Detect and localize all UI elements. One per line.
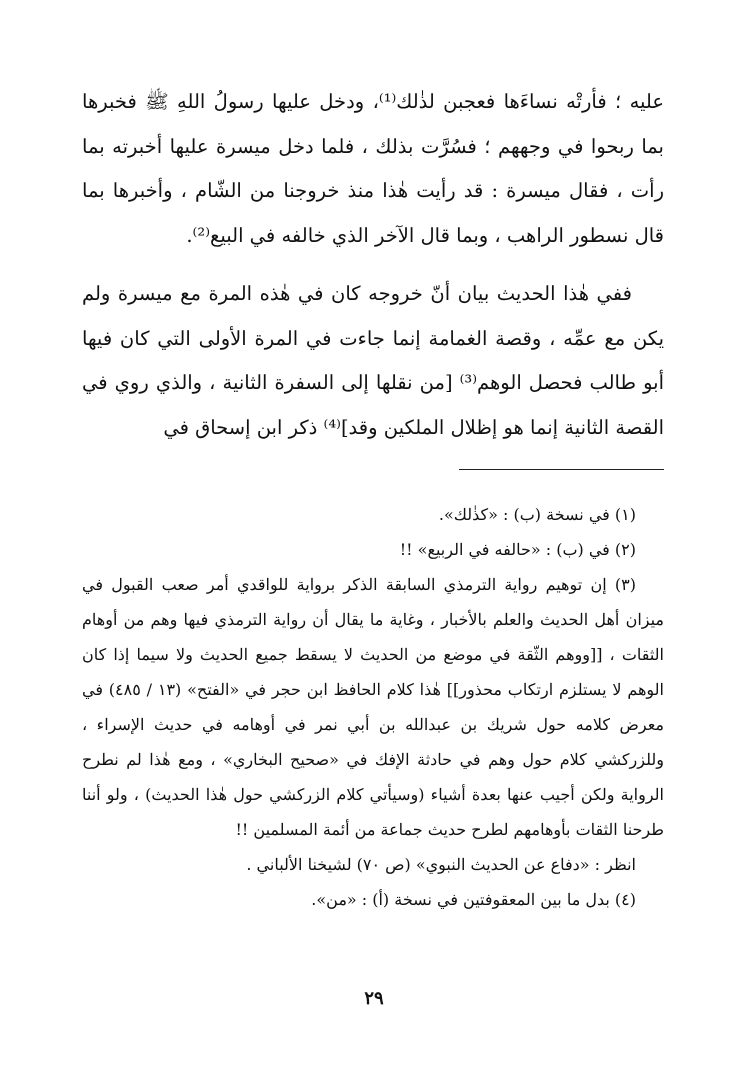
footnotes [82, 497, 664, 917]
main-text [82, 80, 664, 450]
footnote-3: (٣) إن توهيم رواية الترمذي السابقة الذكر برواية للواقدي أمر صعب القبول في ميزان أهل الحديث والعلم بالأخبار ، وغاية ما يقال أن رواية الترمذي فيها وهم من أوهام الثقات ، [[ووهم الثّقة في موضع من الحديث لا يسقط جميع الحديث ولا سيما إذا كان الوهم لا يستلزم ارتكاب محذور]] هٰذا كلام الحافظ ابن حجر في «الفتح» (١٣ / ٤٨٥) في معرض كلامه حول شريك بن عبدالله بن أبي نمر في أوهامه في حديث الإسراء ، وللزركشي كلام حول وهم في حادثة الإفك في «صحيح البخاري» ، ومع هٰذا لم نطرح الرواية ولكن أجيب عنها بعدة أشياء (وسيأتي كلام الزركشي حول هٰذا الحديث) ، ولو أننا طرحنا الثقات بأوهامهم لطرح حديث جماعة من أئمة المسلمين !! [82, 575, 665, 839]
footnote-1: (١) في نسخة (ب) : «كذٰلك». [438, 505, 636, 524]
footnote-separator [459, 469, 664, 470]
page-number: ٢٩ [364, 988, 384, 1009]
footnote-see-also: انظر : «دفاع عن الحديث النبوي» (ص ٧٠) لشيخنا الألباني . [246, 855, 636, 874]
paragraph-1: عليه ؛ فأرتْه نساءَها فعجبن لذٰلك⁽¹⁾، ودخل عليها رسولُ اللهِ ﷺ فخبرها بما ربحوا في وجههم ؛ فسُرَّت بذلك ، فلما دخل ميسرة عليها أخبرته بما رأت ، فقال ميسرة : قد رأيت هٰذا منذ خروجنا من الشّام ، وأخبرها بما قال نسطور الراهب ، وبما قال الآخر الذي خالفه في البيع⁽²⁾. [82, 90, 664, 247]
paragraph-2: ففي هٰذا الحديث بيان أنّ خروجه كان في هٰذه المرة مع ميسرة ولم يكن مع عمِّه ، وقصة الغمامة إنما جاءت في المرة الأولى التي كان فيها أبو طالب فحصل الوهم⁽³⁾ [من نقلها إلى السفرة الثانية ، والذي روي في القصة الثانية إنما هو إظلال الملكين وقد]⁽⁴⁾ ذكر ابن إسحاق في [82, 282, 665, 439]
footnote-4: (٤) بدل ما بين المعقوفتين في نسخة (أ) : «من». [311, 890, 636, 909]
footnote-2: (٢) في (ب) : «حالفه في الربيع» !! [399, 540, 636, 559]
